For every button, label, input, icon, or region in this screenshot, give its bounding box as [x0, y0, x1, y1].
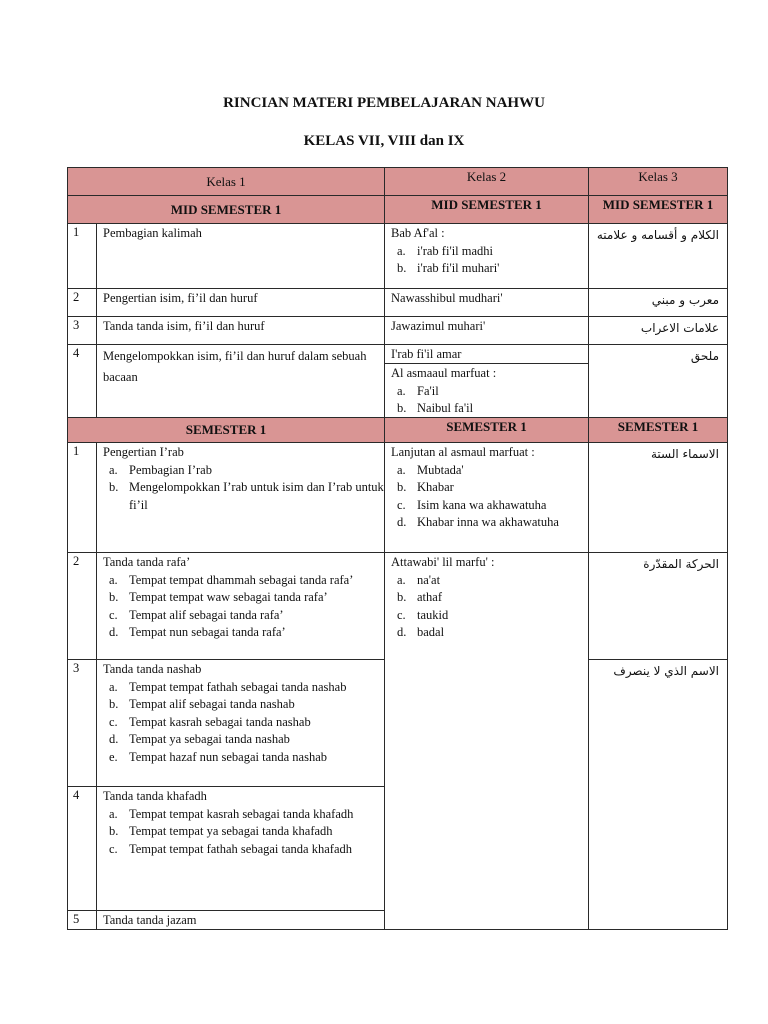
list-item: b. athaf	[397, 590, 442, 604]
list-item: d. Tempat nun sebagai tanda rafa’	[109, 625, 286, 639]
list-item: c. Tempat kasrah sebagai tanda nashab	[109, 714, 311, 729]
mid-row-2-kelas2: Nawasshibul mudhari'	[384, 288, 589, 317]
mid-row-1-number: 1	[67, 223, 97, 289]
list-item: b. Tempat tempat waw sebagai tanda rafa’	[109, 590, 328, 604]
sem-row-4-number: 4	[67, 786, 97, 911]
document-subtitle: KELAS VII, VIII dan IX	[303, 133, 465, 149]
sem-row-1-kelas2	[384, 442, 589, 553]
mid-semester-header-k2: MID SEMESTER 1	[384, 195, 589, 224]
list-item: a. Mubtada'	[397, 462, 464, 477]
mid-row-4-number: 4	[67, 344, 97, 418]
list-item: a. Tempat tempat fathah sebagai tanda nashab	[109, 679, 347, 694]
attawabi-heading: Attawabi' lil marfu' :	[391, 555, 495, 569]
list-item: a. i'rab fi'il madhi	[397, 243, 494, 258]
document-title: RINCIAN MATERI PEMBELAJARAN NAHWU	[223, 95, 545, 111]
list-item: c. taukid	[397, 607, 449, 622]
sem-row-3-number: 3	[67, 659, 97, 787]
mid-row-2-number: 2	[67, 288, 97, 317]
list-item: d. Tempat ya sebagai tanda nashab	[109, 732, 290, 746]
mid-row-1-kelas1: Pembagian kalimah	[96, 223, 385, 289]
mid-row-2-kelas1: Pengertian isim, fi’il dan huruf	[96, 288, 385, 317]
sem-row-5-number: 5	[67, 910, 97, 930]
asmaaul-heading: Al asmaaul marfuat :	[391, 366, 497, 380]
sem-row-1-number: 1	[67, 442, 97, 553]
list-item: d. badal	[397, 625, 445, 639]
bab-af-al-heading: Bab Af'al :	[391, 226, 445, 240]
list-item: a. Tempat tempat dhammah sebagai tanda rafa’	[109, 572, 354, 587]
header-kelas-2: Kelas 2	[384, 167, 589, 196]
list-item: d. Khabar inna wa akhawatuha	[397, 515, 559, 529]
mid-row-3-number: 3	[67, 316, 97, 345]
sem-row-1-kelas3: الاسماء الستة	[588, 442, 728, 553]
mid-row-3-kelas3: علامات الاعراب	[588, 316, 728, 345]
list-item: c. Tempat alif sebagai tanda rafa’	[109, 607, 284, 622]
sem-row-2-kelas3: الحركة المقدّرة	[588, 552, 728, 660]
mid-row-4-kelas1: Mengelompokkan isim, fi’il dan huruf dalam sebuah bacaan	[96, 344, 385, 418]
mid-row-1-kelas3: الكلام و أقسامه و علامته	[588, 223, 728, 289]
header-kelas-3: Kelas 3	[588, 167, 728, 196]
mid-row-2-kelas3: معرب و مبني	[588, 288, 728, 317]
mid-row-4-kelas2-amar: I'rab fi'il amar	[384, 344, 589, 364]
header-kelas-1: Kelas 1	[67, 167, 385, 196]
sem-row-4-title: Tanda tanda khafadh	[103, 789, 207, 803]
semester-header-k1: SEMESTER 1	[67, 417, 385, 443]
list-item: a. na'at	[397, 572, 441, 587]
mid-semester-header-k1: MID SEMESTER 1	[67, 195, 385, 224]
sem-row-3-kelas3: الاسم الذي لا ينصرف	[588, 659, 728, 930]
list-item: c. Tempat tempat fathah sebagai tanda khafadh	[109, 841, 352, 856]
sem-row-5-kelas1: Tanda tanda jazam	[96, 910, 385, 930]
list-item: b. Tempat alif sebagai tanda nashab	[109, 697, 295, 711]
list-item: b. Naibul fa'il	[397, 401, 474, 415]
mid-semester-header-k3: MID SEMESTER 1	[588, 195, 728, 224]
mid-row-4-kelas3: ملحق	[588, 344, 728, 418]
lanjutan-heading: Lanjutan al asmaul marfuat :	[391, 445, 535, 459]
sem-row-1-title: Pengertian I’rab	[103, 445, 184, 459]
sem-row-1-kelas1	[96, 442, 385, 553]
mid-row-3-kelas2: Jawazimul muhari'	[384, 316, 589, 345]
list-item: b. Mengelompokkan I’rab untuk isim dan I’rab untuk fi’il	[109, 480, 384, 512]
sem-kelas2-attawabi	[384, 552, 589, 930]
sem-row-2-kelas1	[96, 552, 385, 660]
list-item: a. Pembagian I’rab	[109, 462, 212, 477]
semester-header-k3: SEMESTER 1	[588, 417, 728, 443]
list-item: b. Khabar	[397, 480, 454, 494]
list-item: c. Isim kana wa akhawatuha	[397, 497, 547, 512]
mid-row-4-kelas2-asmaaul	[384, 363, 589, 418]
sem-row-2-title: Tanda tanda rafa’	[103, 555, 191, 569]
sem-row-2-number: 2	[67, 552, 97, 660]
list-item: b. i'rab fi'il muhari'	[397, 261, 500, 275]
sem-row-3-kelas1	[96, 659, 385, 787]
semester-header-k2: SEMESTER 1	[384, 417, 589, 443]
list-item: b. Tempat tempat ya sebagai tanda khafadh	[109, 824, 333, 838]
list-item: a. Tempat tempat kasrah sebagai tanda khafadh	[109, 806, 354, 821]
list-item: a. Fa'il	[397, 383, 439, 398]
mid-row-3-kelas1: Tanda tanda isim, fi’il dan huruf	[96, 316, 385, 345]
mid-row-1-kelas2	[384, 223, 589, 289]
list-item: e. Tempat hazaf nun sebagai tanda nashab	[109, 749, 327, 764]
sem-row-3-title: Tanda tanda nashab	[103, 662, 202, 676]
sem-row-4-kelas1	[96, 786, 385, 911]
